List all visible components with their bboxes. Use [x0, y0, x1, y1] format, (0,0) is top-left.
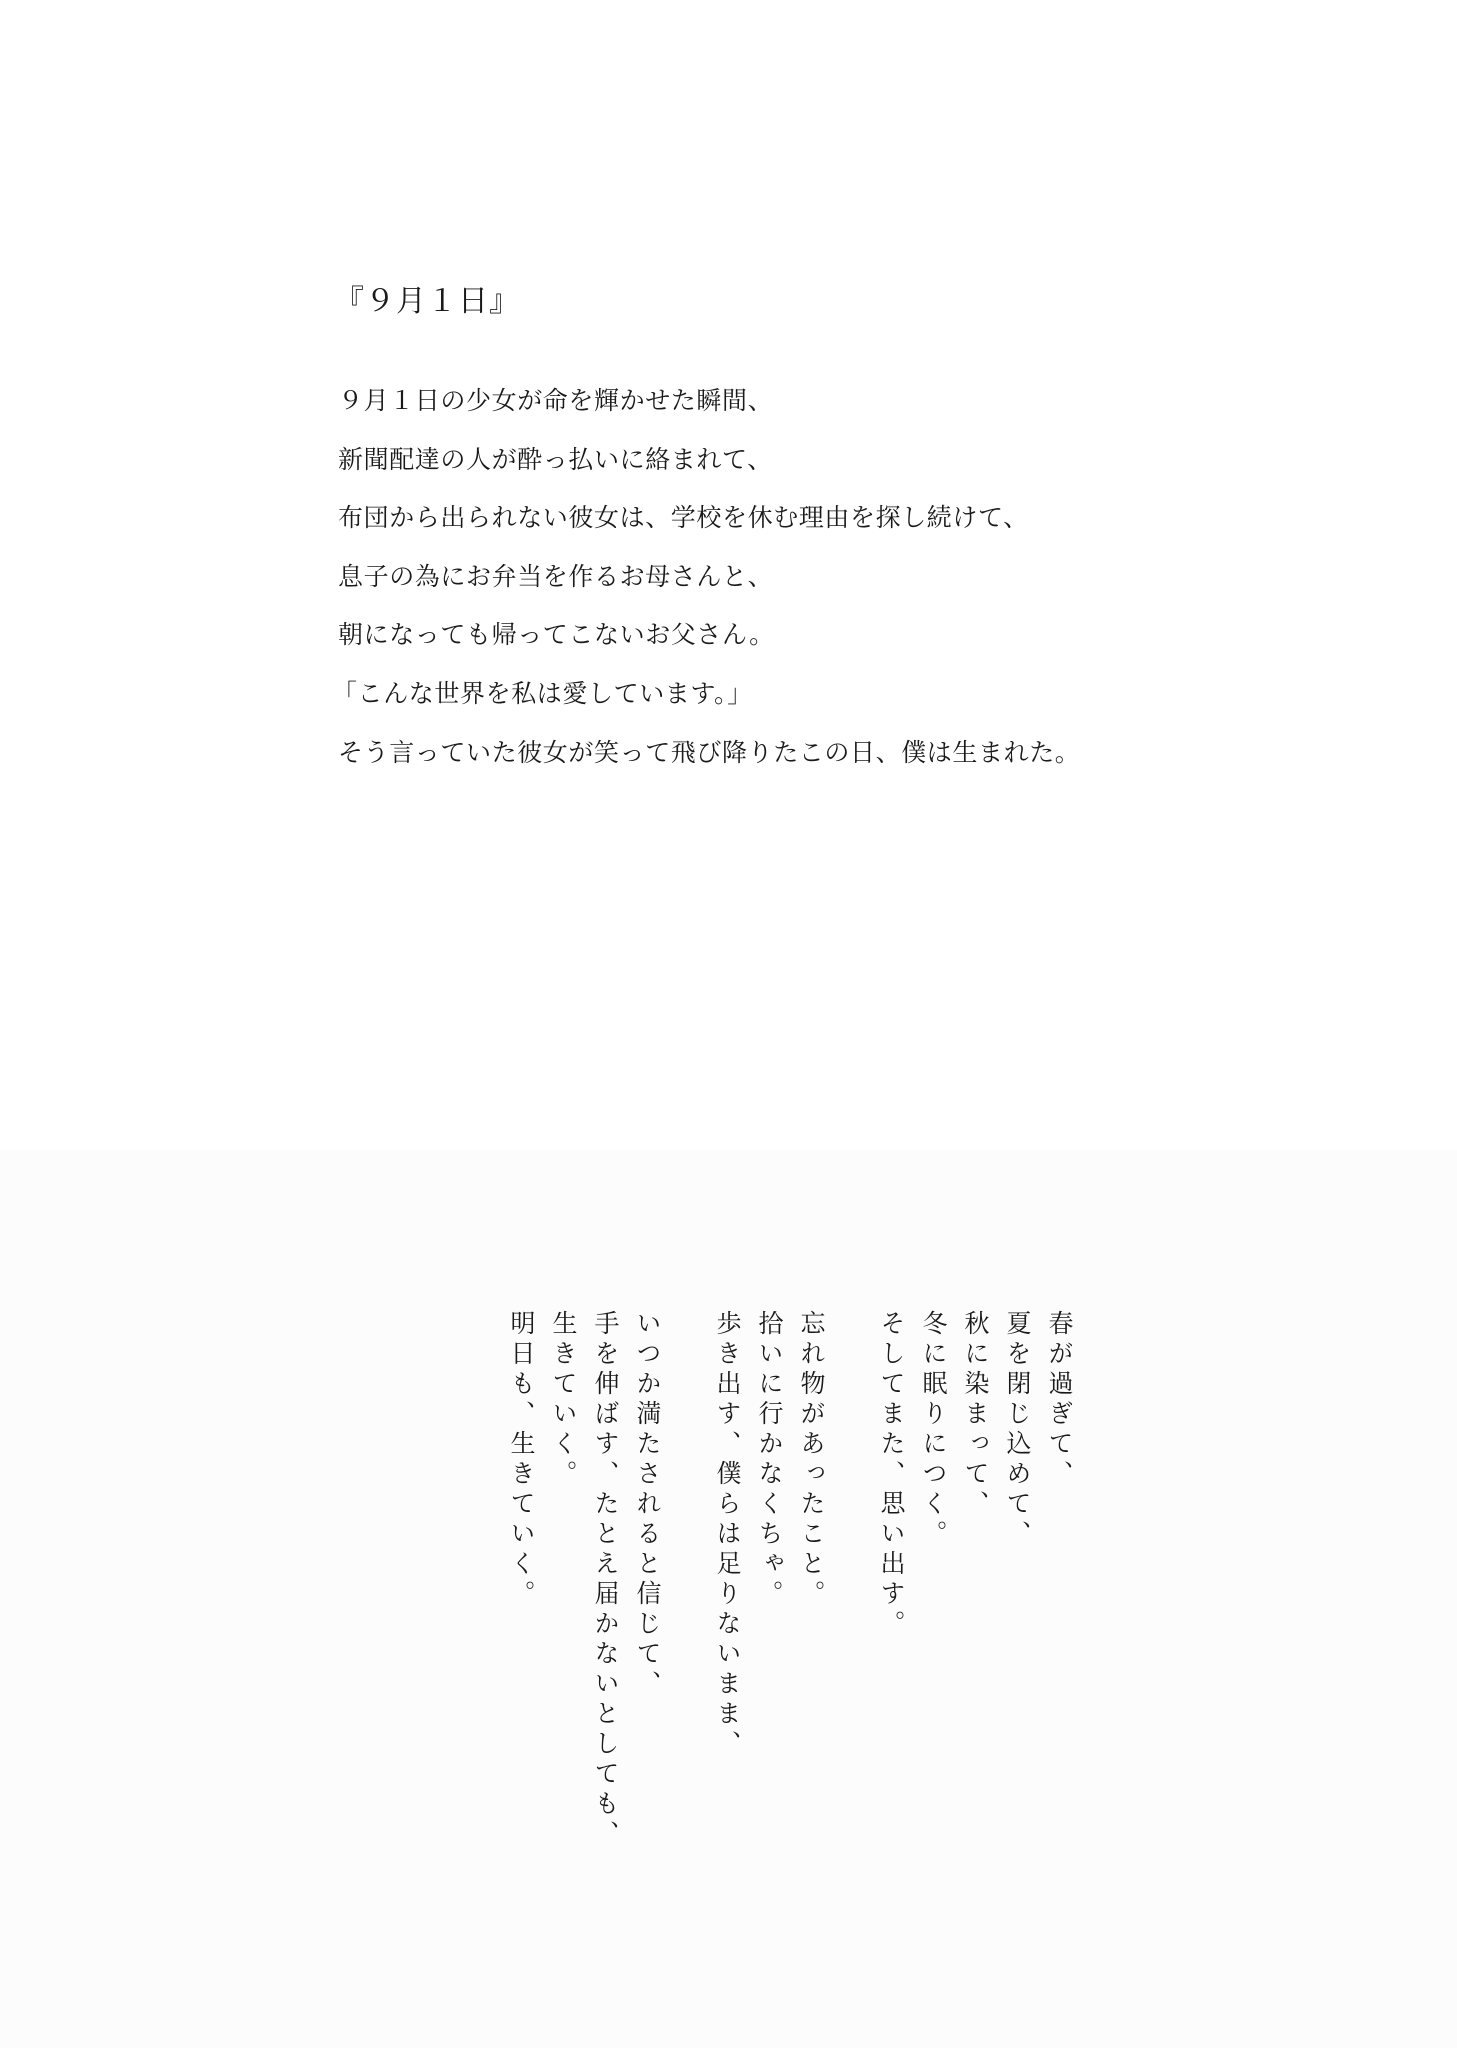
- verse-line: そしてまた、思い出す。: [877, 1310, 906, 1640]
- verse-line: 冬に眠りにつく。: [919, 1310, 948, 1550]
- prose-line: 新聞配達の人が酔っ払いに絡まれて、: [338, 444, 773, 474]
- prose-line: 布団から出られない彼女は、学校を休む理由を探し続けて、: [338, 503, 1029, 533]
- prose-line: そう言っていた彼女が笑って飛び降りたこの日、僕は生まれた。: [338, 737, 1081, 767]
- prose-line: 息子の為にお弁当を作るお母さんと、: [338, 561, 774, 591]
- verse-line: 歩き出す、僕らは足りないまま、: [713, 1310, 742, 1760]
- poem-title: 『９月１日』: [334, 284, 520, 319]
- verse-line: 手を伸ばす、たとえ届かないとしても、: [591, 1310, 620, 1850]
- verse-line: 拾いに行かなくちゃ。: [755, 1310, 784, 1610]
- verse-line: 明日も、生きていく。: [507, 1310, 536, 1610]
- verse-line: いつか満たされると信じて、: [633, 1310, 662, 1700]
- verse-line: 忘れ物があったこと。: [797, 1310, 826, 1610]
- vertical-verse: [390, 1310, 1080, 1850]
- prose-line: 朝になっても帰ってこないお父さん。: [338, 620, 775, 650]
- verse-line: 夏を閉じ込めて、: [1003, 1310, 1032, 1550]
- prose-line: 「こんな世界を私は愛しています。」: [332, 678, 753, 708]
- horizontal-prose: [332, 386, 1338, 796]
- verse-line: 春が過ぎて、: [1045, 1310, 1074, 1490]
- prose-line: ９月１日の少女が命を輝かせた瞬間、: [338, 386, 774, 415]
- verse-line: 秋に染まって、: [961, 1310, 990, 1520]
- verse-line: 生きていく。: [549, 1310, 578, 1490]
